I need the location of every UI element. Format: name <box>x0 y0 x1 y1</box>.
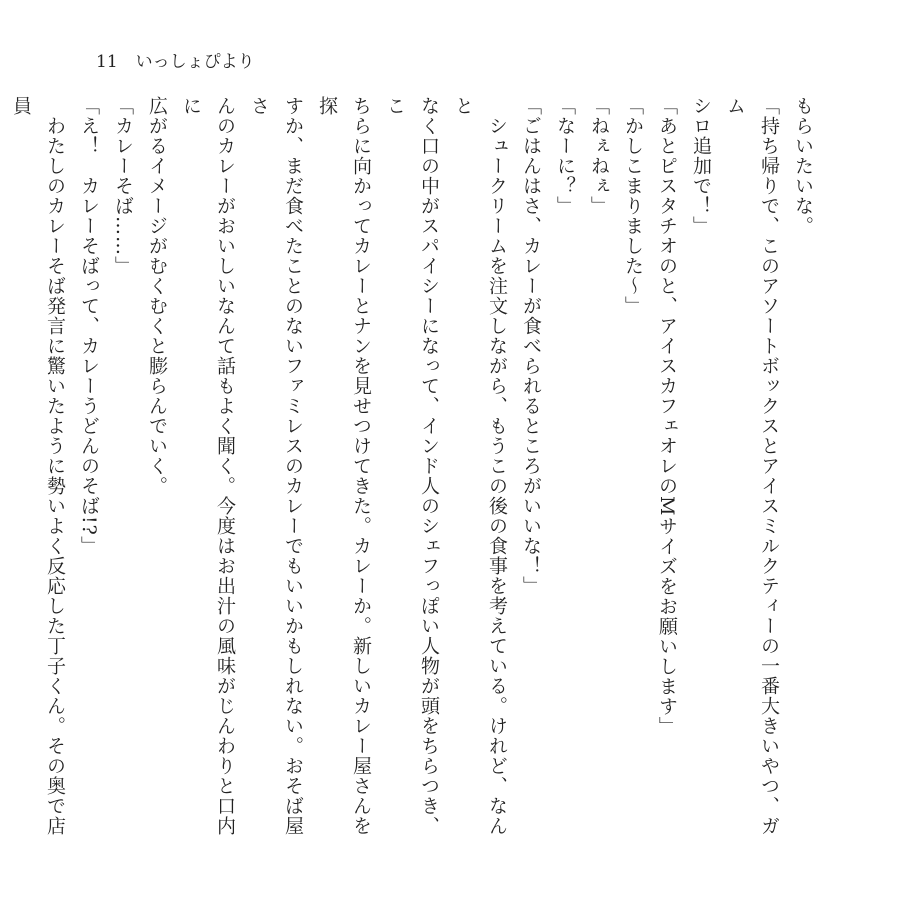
paragraph: わたしのカレーそば発言に驚いたように勢いよく反応した丁子くん。その奥で店員 <box>10 96 66 836</box>
paragraph: 「カレーそば……」 <box>112 96 134 276</box>
paragraph: もらいたいな。 <box>792 96 814 236</box>
paragraph: 「なーに？」 <box>554 96 576 216</box>
page-header <box>96 52 255 72</box>
running-title: いっしょぴより <box>135 52 255 72</box>
vertical-body-text <box>0 96 820 836</box>
paragraph: 「え！ カレーそばって、カレーうどんのそば!?」 <box>78 96 100 556</box>
paragraph: 「かしこまりました〜」 <box>622 96 644 316</box>
paragraph: 「あとピスタチオのと、アイスカフェオレのMサイズをお願いします」 <box>656 96 678 737</box>
page-number: 11 <box>96 52 118 72</box>
paragraph: 「持ち帰りで、このアソートボックスとアイスミルクティーの一番大きいやつ、ガム シロ追加で！」 <box>690 96 780 836</box>
paragraph: 「ごはんはさ、カレーが食べられるところがいいな！」 <box>520 96 542 596</box>
paragraph: シュークリームを注文しながら、もうこの後の食事を考えている。けれど、なんと なく口の中がスパイシーになって、インド人のシェフっぽい人物が頭をちらつき、こ ちらに向かってカレーとナンを見せつけてきた。カレーか。新しいカレー屋さんを探 すか、まだ食べたことのないファミレスのカレーでもいいかもしれない。おそば屋さ んのカレーがおいしいなんて話もよく聞く。今度はお出汁の風味がじんわりと口内に 広がるイメージがむくむくと膨らんでいく。 <box>146 96 508 836</box>
paragraph: 「ねぇねぇ」 <box>588 96 610 216</box>
